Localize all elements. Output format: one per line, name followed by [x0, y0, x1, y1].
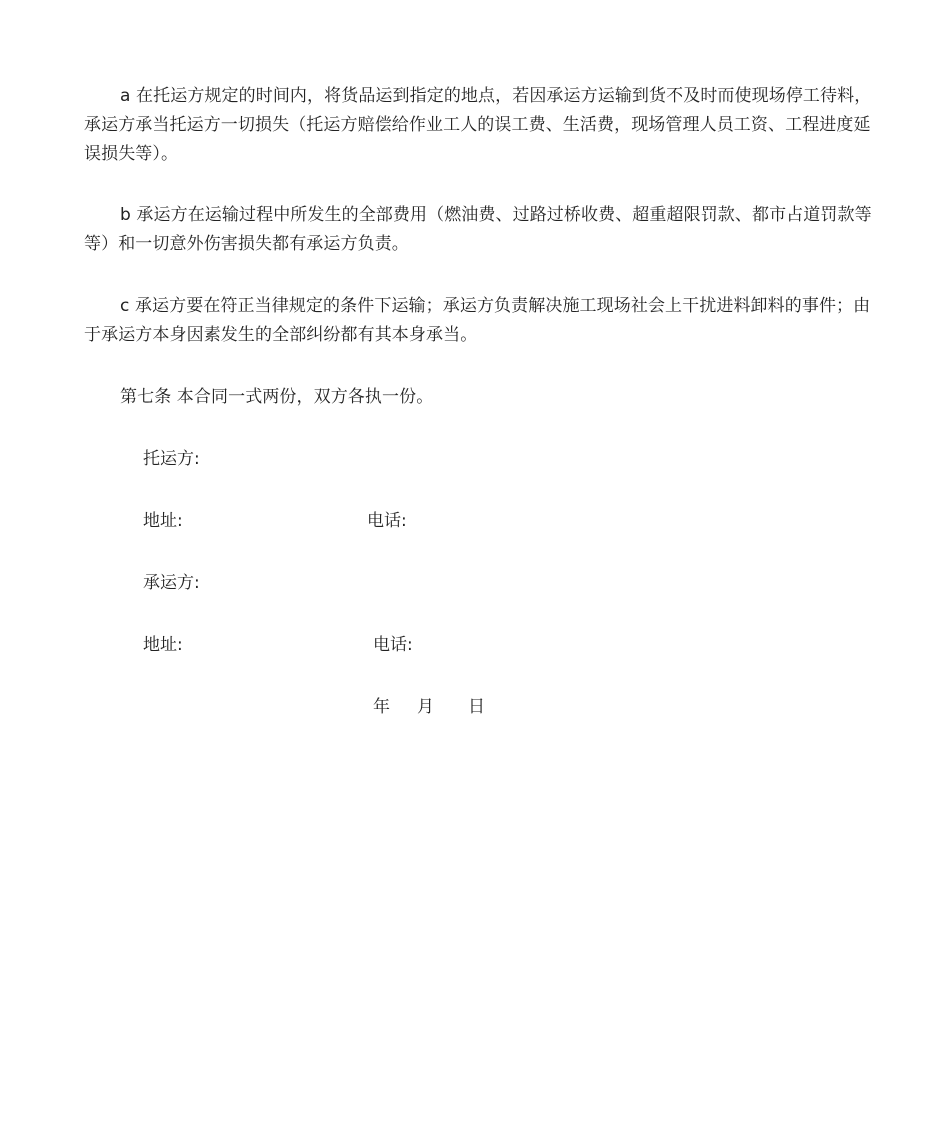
- clause-a: a 在托运方规定的时间内，将货品运到指定的地点，若因承运方运输到货不及时而使现场停工待料，承运方承当托运方一切损失（托运方赔偿给作业工人的误工费、生活费，现场管理人员工资、工程进度延误损失等）。: [84, 86, 872, 164]
- clause-c: c 承运方要在符正当律规定的条件下运输；承运方负责解决施工现场社会上干扰进料卸料的事件；由于承运方本身因素发生的全部纠纷都有其本身承当。: [84, 296, 871, 345]
- carrier-address-label: 地址:: [143, 635, 183, 655]
- date-month: 月: [417, 697, 434, 717]
- shipper-address-label: 地址:: [143, 511, 183, 531]
- shipper-label: 托运方:: [143, 449, 200, 469]
- carrier-label: 承运方:: [143, 573, 200, 593]
- date-year: 年: [373, 697, 390, 717]
- clause-b: b 承运方在运输过程中所发生的全部费用（燃油费、过路过桥收费、超重超限罚款、都市占道罚款等等）和一切意外伤害损失都有承运方负责。: [84, 205, 872, 254]
- shipper-phone-label: 电话:: [367, 511, 407, 531]
- date-day: 日: [468, 697, 485, 717]
- carrier-phone-label: 电话:: [373, 635, 413, 655]
- article-7: 第七条 本合同一式两份，双方各执一份。: [120, 387, 434, 407]
